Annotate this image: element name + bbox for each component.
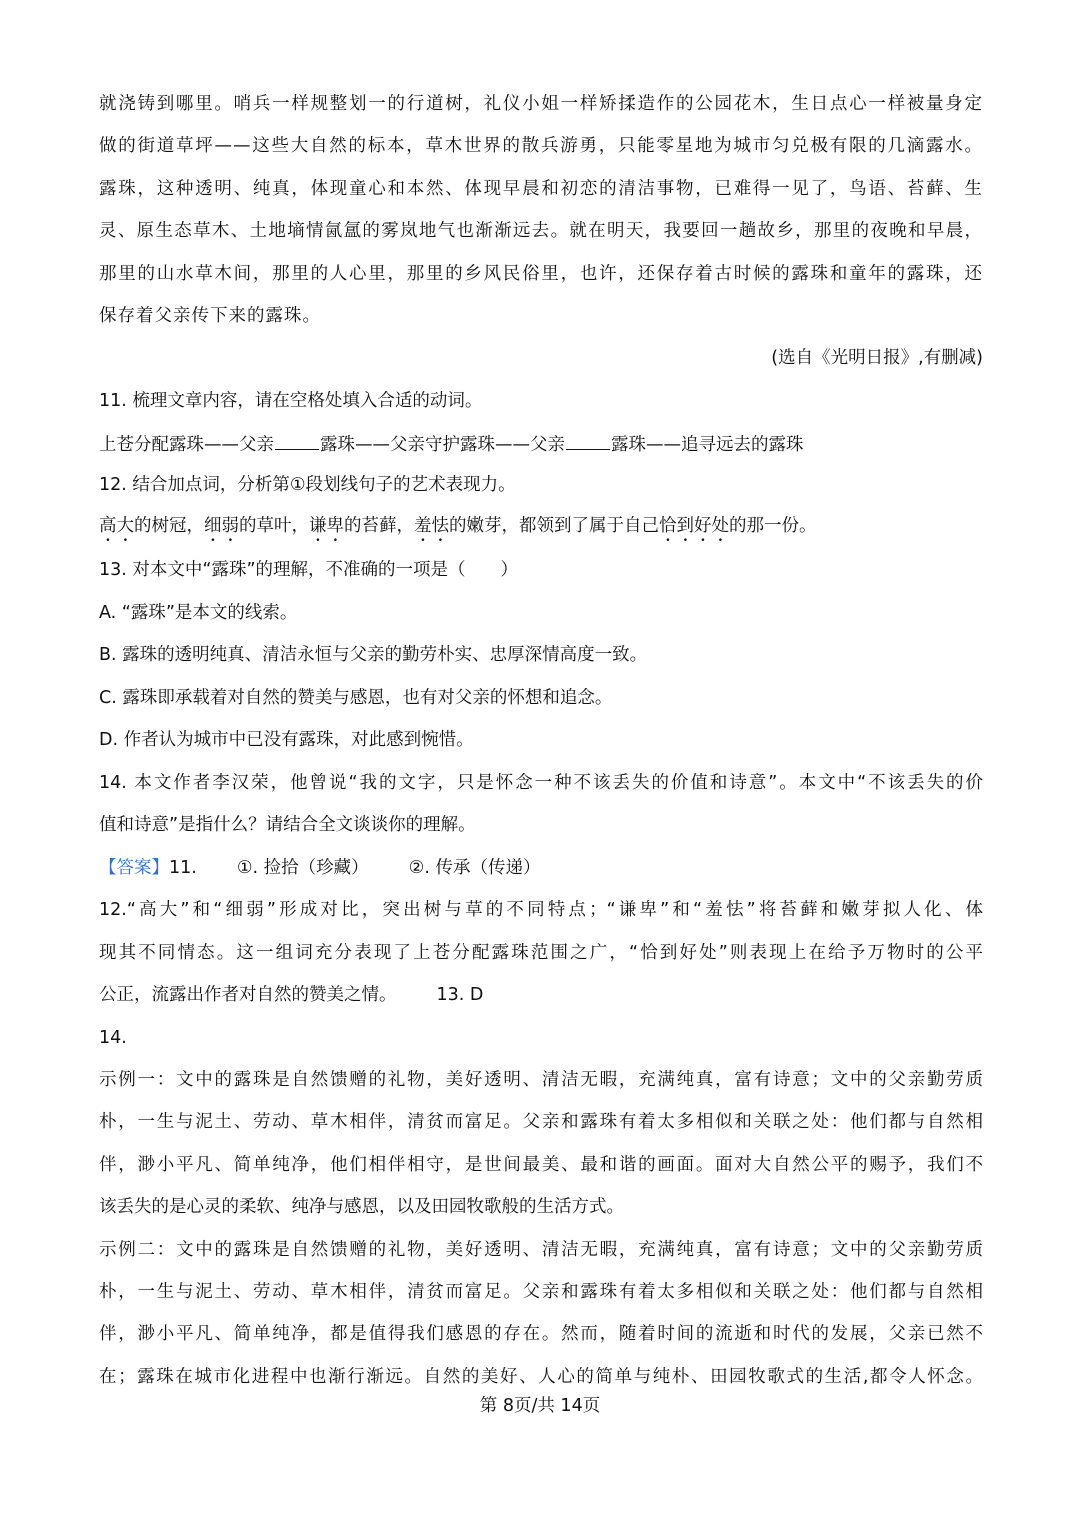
dotted-word: 恰到好处 (659, 516, 729, 536)
question-11-stem: 11. 梳理文章内容，请在空格处填入合适的动词。 (99, 391, 483, 411)
question-13-option: A. “露珠”是本文的线索。 (99, 603, 298, 623)
example-1-line: 该丢失的是心灵的柔软、纯净与感恩，以及田园牧歌般的生活方式。 (99, 1197, 624, 1217)
question-13-option: C. 露珠即承载着对自然的赞美与感恩，也有对父亲的怀想和追念。 (99, 688, 613, 708)
answer-11-item: ①. 捡拾（珍藏） (236, 858, 369, 878)
answer-12-line: 12.“高大”和“细弱”形成对比，突出树与草的不同特点；“谦卑”和“羞怯”将苔藓和嫩芽拟人化、体 (99, 900, 983, 920)
dotted-word: 谦卑 (309, 516, 344, 536)
passage-source: (选自《光明日报》,有删减) (771, 348, 983, 368)
example-2-line: 示例二：文中的露珠是自然馈赠的礼物，美好透明、清洁无暇，充满纯真，富有诗意；文中的父亲勤劳质 (99, 1240, 983, 1260)
dotted-word: 细弱 (204, 516, 239, 536)
q11-part: 露珠——父亲守护露珠——父亲 (320, 435, 565, 455)
question-11-fill (99, 431, 983, 457)
answer-blank[interactable] (275, 431, 319, 450)
question-12-stem: 12. 结合加点词，分析第①段划线句子的艺术表现力。 (99, 475, 516, 495)
answer-blank[interactable] (566, 431, 610, 450)
example-1-line: 朴，一生与泥土、劳动、草木相伴，清贫而富足。父亲和露珠有着太多相似和关联之处：他们都与自然相 (99, 1112, 983, 1132)
dotted-word: 高大 (99, 516, 134, 536)
question-14-line: 14. 本文作者李汉荣，他曾说“我的文字，只是怀念一种不该丢失的价值和诗意”。本文中“不该丢失的价 (99, 773, 983, 793)
answer-11-num: 11. (169, 858, 197, 878)
sentence-text: 的嫩芽，都领到了属于自己 (449, 516, 659, 536)
example-2-line: 在；露珠在城市化进程中也渐行渐远。自然的美好、人心的简单与纯朴、田园牧歌式的生活,都令人怀念。 (99, 1367, 983, 1387)
answer-12-line: 公正，流露出作者对自然的赞美之情。 (99, 985, 397, 1005)
passage-line: 那里的山水草木间，那里的人心里，那里的乡风民俗里，也许，还保存着古时候的露珠和童年的露珠，还 (99, 264, 983, 284)
example-2-line: 伴，渺小平凡、简单纯净，都是值得我们感恩的存在。然而，随着时间的流逝和时代的发展，父亲已然不 (99, 1324, 983, 1344)
answer-11-item: ②. 传承（传递） (408, 858, 541, 878)
sentence-text: 的树冠， (134, 516, 204, 536)
question-13-stem: 13. 对本文中“露珠”的理解，不准确的一项是（ ） (99, 560, 519, 580)
page-number: 第 8页/共 14页 (479, 1396, 601, 1416)
passage-line: 做的街道草坪——这些大自然的标本，草木世界的散兵游勇，只能零星地为城市匀兑极有限的几滴露水。 (99, 136, 983, 156)
example-1-line: 伴，渺小平凡、简单纯净，他们相伴相守，是世间最美、最和谐的画面。面对大自然公平的赐予，我们不 (99, 1155, 983, 1175)
question-14-line: 值和诗意”是指什么？请结合全文谈谈你的理解。 (99, 815, 476, 835)
example-2-line: 朴，一生与泥土、劳动、草木相伴，清贫而富足。父亲和露珠有着太多相似和关联之处：他们都与自然相 (99, 1282, 983, 1302)
passage-line: 保存着父亲传下来的露珠。 (99, 306, 321, 326)
answer-11 (99, 856, 983, 880)
sentence-text: 的草叶， (239, 516, 309, 536)
answer-tag: 【答案】 (99, 858, 169, 878)
example-1-line: 示例一：文中的露珠是自然馈赠的礼物，美好透明、清洁无暇，充满纯真，富有诗意；文中的父亲勤劳质 (99, 1070, 983, 1090)
answer-14-num: 14. (99, 1028, 127, 1048)
dotted-word: 羞怯 (414, 516, 449, 536)
answer-12-13-line (99, 983, 983, 1007)
sentence-text: 的那一份。 (729, 516, 817, 536)
passage-line: 露珠，这种透明、纯真，体现童心和本然、体现早晨和初恋的清洁事物，已难得一见了，鸟语、苔藓、生 (99, 179, 983, 199)
sentence-text: 的苔藓， (344, 516, 414, 536)
passage-line: 就浇铸到哪里。哨兵一样规整划一的行道树，礼仪小姐一样矫揉造作的公园花木，生日点心一样被量身定 (99, 94, 983, 114)
question-13-option: B. 露珠的透明纯真、清洁永恒与父亲的勤劳朴实、忠厚深情高度一致。 (99, 645, 648, 665)
question-13-option: D. 作者认为城市中已没有露珠，对此感到惋惜。 (99, 730, 474, 750)
question-12-sentence (99, 514, 983, 546)
q11-part: 上苍分配露珠——父亲 (99, 435, 274, 455)
passage-line: 灵、原生态草木、土地墒情氤氲的雾岚地气也渐渐远去。就在明天，我要回一趟故乡，那里的夜晚和早晨， (99, 221, 983, 241)
answer-13: 13. D (436, 985, 484, 1005)
q11-part: 露珠——追寻远去的露珠 (611, 435, 804, 455)
answer-12-line: 现其不同情态。这一组词充分表现了上苍分配露珠范围之广，“恰到好处”则表现上在给予万物时的公平 (99, 943, 983, 963)
